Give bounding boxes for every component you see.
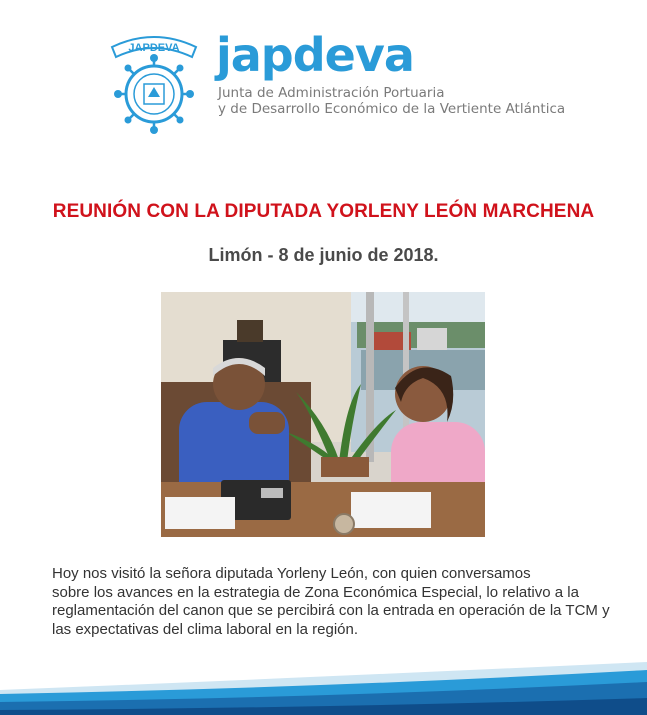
article-body bbox=[52, 565, 612, 639]
brand-subtitle-line: y de Desarrollo Económico de la Vertiente Atlántica bbox=[218, 101, 566, 117]
article-body-line: reglamentación del canon que se percibirá con la entrada en operación de la TCM y bbox=[52, 602, 610, 619]
footer-wave-decoration bbox=[0, 660, 647, 715]
article-body-line: sobre los avances en la estrategia de Zona Económica Especial, lo relativo a la bbox=[52, 583, 579, 601]
article-dateline: Limón - 8 de junio de 2018. bbox=[208, 245, 439, 265]
seal-banner-text: JAPDEVA bbox=[128, 42, 180, 54]
article-body-line: las expectativas del clima laboral en la región. bbox=[52, 620, 358, 638]
article-body-line: Hoy nos visitó la señora diputada Yorleny León, con quien conversamos bbox=[52, 565, 531, 582]
japdeva-seal-logo bbox=[108, 27, 200, 135]
meeting-photo bbox=[161, 292, 485, 537]
brand-subtitle bbox=[218, 85, 565, 117]
brand-wordmark: japdeva bbox=[216, 28, 414, 82]
brand-subtitle-line: Junta de Administración Portuaria bbox=[218, 85, 445, 101]
article-title: REUNIÓN CON LA DIPUTADA YORLENY LEÓN MARCHENA bbox=[52, 201, 595, 222]
